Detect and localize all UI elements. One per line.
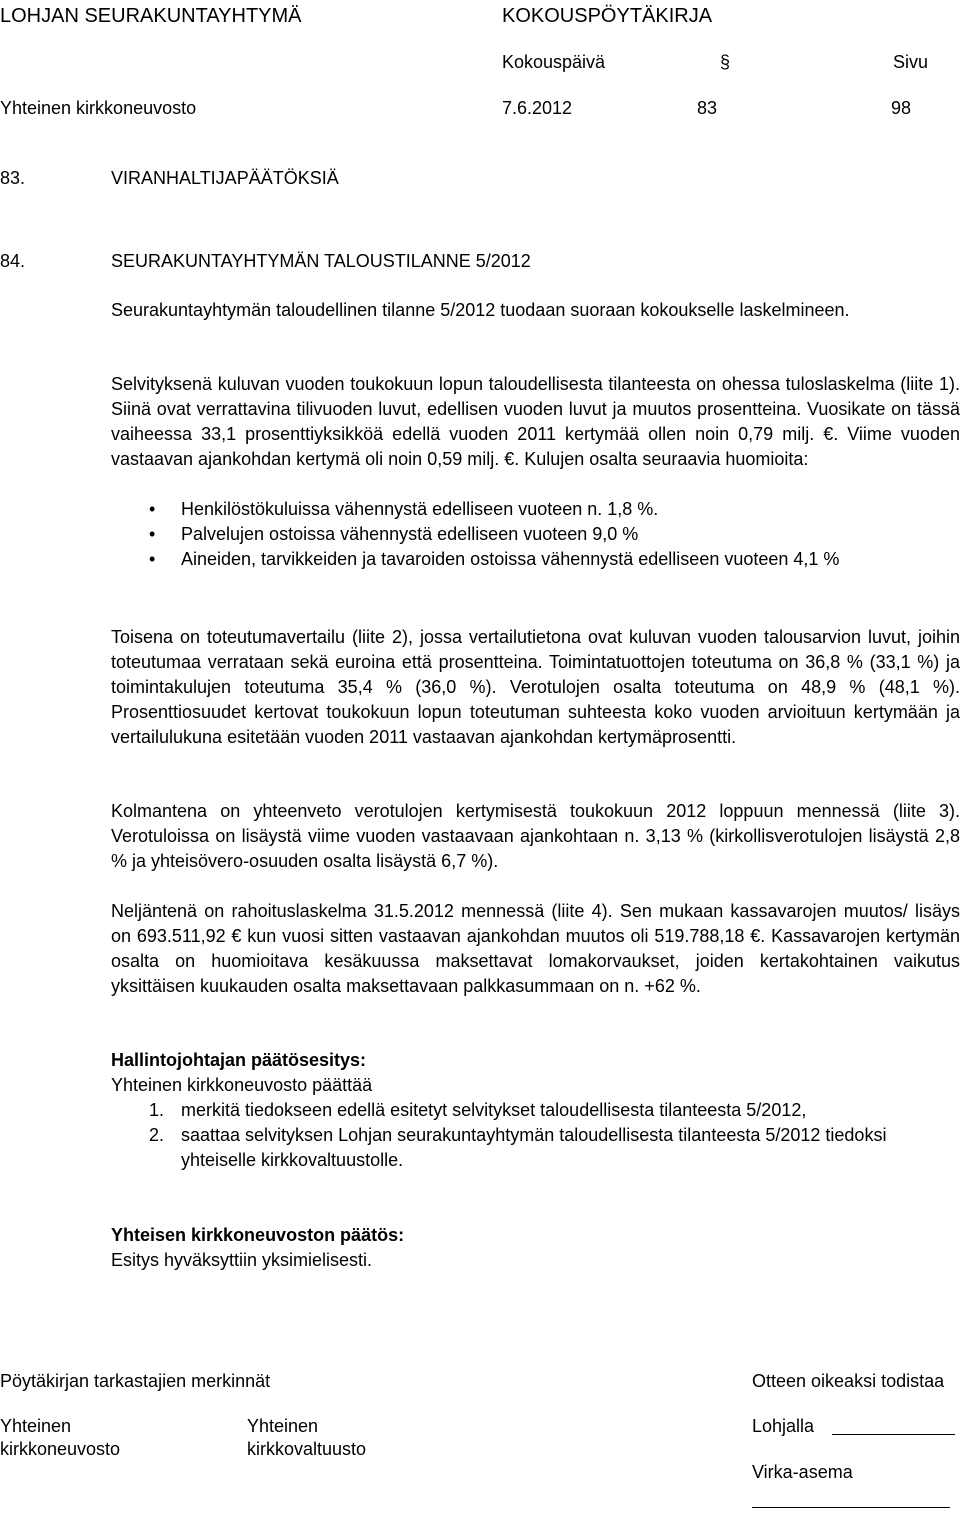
section-number: 83	[697, 98, 718, 118]
meeting-date: 7.6.2012	[502, 98, 573, 118]
document-type: KOKOUSPÖYTÄKIRJA	[502, 5, 713, 27]
expense-bullet-list	[111, 497, 960, 572]
list-item: • Henkilöstökuluissa vähennystä edelliseen vuoteen n. 1,8 %.	[111, 497, 960, 522]
paragraph-tax-revenue: Kolmantena on yhteenveto verotulojen kertymisestä toukokuun 2012 loppuun mennessä (liite 3). Verotuloissa on lisäystä viime vuoden vastaavaan ajankohtaan n. 3,13 % (kirkollisverotulojen lisäystä 2,8 % ja yhteisövero-osuuden osalta lisäystä 6,7 %).	[111, 801, 960, 871]
footer-col2-line1: Yhteinen	[247, 1416, 319, 1436]
meeting-date-label: Kokouspäivä	[502, 52, 606, 72]
proposal-lead: Yhteinen kirkkoneuvosto päättää	[111, 1075, 373, 1095]
paragraph-income-statement: Selvityksenä kuluvan vuoden toukokuun lopun taloudellisesta tilanteesta on ohessa tuloslaskelma (liite 1). Siinä ovat verrattavina tilivuoden luvut, edellisen vuoden luvut ja muutos prosentteina. Vuosikate on tässä vaiheessa 33,1 prosenttiyksikköä edellä vuoden 2011 kertymää ollen noin 0,79 milj. €. Viime vuoden vastaavan ajankohdan kertymä oli noin 0,59 milj. €. Kulujen osalta seuraavia huomioita:	[111, 374, 960, 469]
org-name: LOHJAN SEURAKUNTAYHTYMÄ	[0, 5, 302, 27]
item-84-title: SEURAKUNTAYHTYMÄN TALOUSTILANNE 5/2012	[111, 251, 531, 271]
list-text: merkitä tiedokseen edellä esitetyt selvitykset taloudellisesta tilanteesta 5/2012,	[181, 1100, 807, 1120]
footer-col1-line1: Yhteinen	[0, 1416, 72, 1436]
intro-paragraph: Seurakuntayhtymän taloudellinen tilanne 5/2012 tuodaan suoraan kokoukselle laskelmineen.	[111, 300, 850, 320]
footer-col2-line2: kirkkovaltuusto	[247, 1439, 367, 1459]
item-83-number: 83.	[0, 168, 26, 188]
footer-role: Virka-asema	[752, 1462, 853, 1482]
list-item	[111, 1098, 960, 1123]
item-83-title: VIRANHALTIJAPÄÄTÖKSIÄ	[111, 168, 339, 188]
list-item: • Palvelujen ostoissa vähennystä edelliseen vuoteen 9,0 %	[111, 522, 960, 547]
footer-reviewers-title: Pöytäkirjan tarkastajien merkinnät	[0, 1371, 271, 1391]
governing-body: Yhteinen kirkkoneuvosto	[0, 98, 197, 118]
list-text: saattaa selvityksen Lohjan seurakuntayhtymän taloudellisesta tilanteesta 5/2012 tiedoksi yhteiselle kirkkovaltuustolle.	[181, 1125, 887, 1170]
signature-line	[832, 1434, 955, 1435]
proposal-heading: Hallintojohtajan päätösesitys:	[111, 1050, 367, 1070]
footer-place: Lohjalla	[752, 1416, 815, 1436]
decision-text: Esitys hyväksyttiin yksimielisesti.	[111, 1250, 373, 1270]
list-item: • Aineiden, tarvikkeiden ja tavaroiden ostoissa vähennystä edelliseen vuoteen 4,1 %	[111, 547, 960, 572]
proposal-list	[111, 1098, 960, 1173]
signature-line	[752, 1507, 950, 1508]
paragraph-cash-flow: Neljäntenä on rahoituslaskelma 31.5.2012 mennessä (liite 4). Sen mukaan kassavarojen muutos/ lisäys on 693.511,92 € kun vuosi sitten vastaavan ajankohdan muutos oli 519.788,18 €. Kassavarojen kertymän osalta on huomioitava kesäkuussa maksettavat lomakorvaukset, joiden kertakohtainen vaikutus yksittäisen kuukauden osalta maksettavaan palkkasummaan on n. +62 %.	[111, 901, 960, 996]
list-number: 1.	[149, 1100, 165, 1120]
page-number: 98	[891, 98, 912, 118]
paragraph-budget-comparison: Toisena on toteutumavertailu (liite 2), jossa vertailutietona ovat kuluvan vuoden talousarvion luvut, joihin toteutumaa verrataan sekä euroina että prosentteina. Toimintatuottojen toteutuma on 36,8 % (33,1 %) ja toimintakulujen toteutuma 35,4 % (36,0 %). Verotulojen osalta toteutuma on 48,9 % (48,1 %). Prosenttiosuudet kertovat toukokuun lopun toteutuman suhteesta koko vuoden arvioituun kertymään ja vertailulukuna esitetään vuoden 2011 vastaavan ajankohdan kertymäprosentti.	[111, 627, 960, 747]
footer-col1-line2: kirkkoneuvosto	[0, 1439, 121, 1459]
decision-heading: Yhteisen kirkkoneuvoston päätös:	[111, 1225, 405, 1245]
page-label: Sivu	[893, 52, 929, 72]
item-84-number: 84.	[0, 251, 26, 271]
list-item	[111, 1123, 960, 1173]
footer-certification-title: Otteen oikeaksi todistaa	[752, 1371, 945, 1391]
section-mark: §	[720, 52, 731, 72]
list-number: 2.	[149, 1125, 165, 1145]
